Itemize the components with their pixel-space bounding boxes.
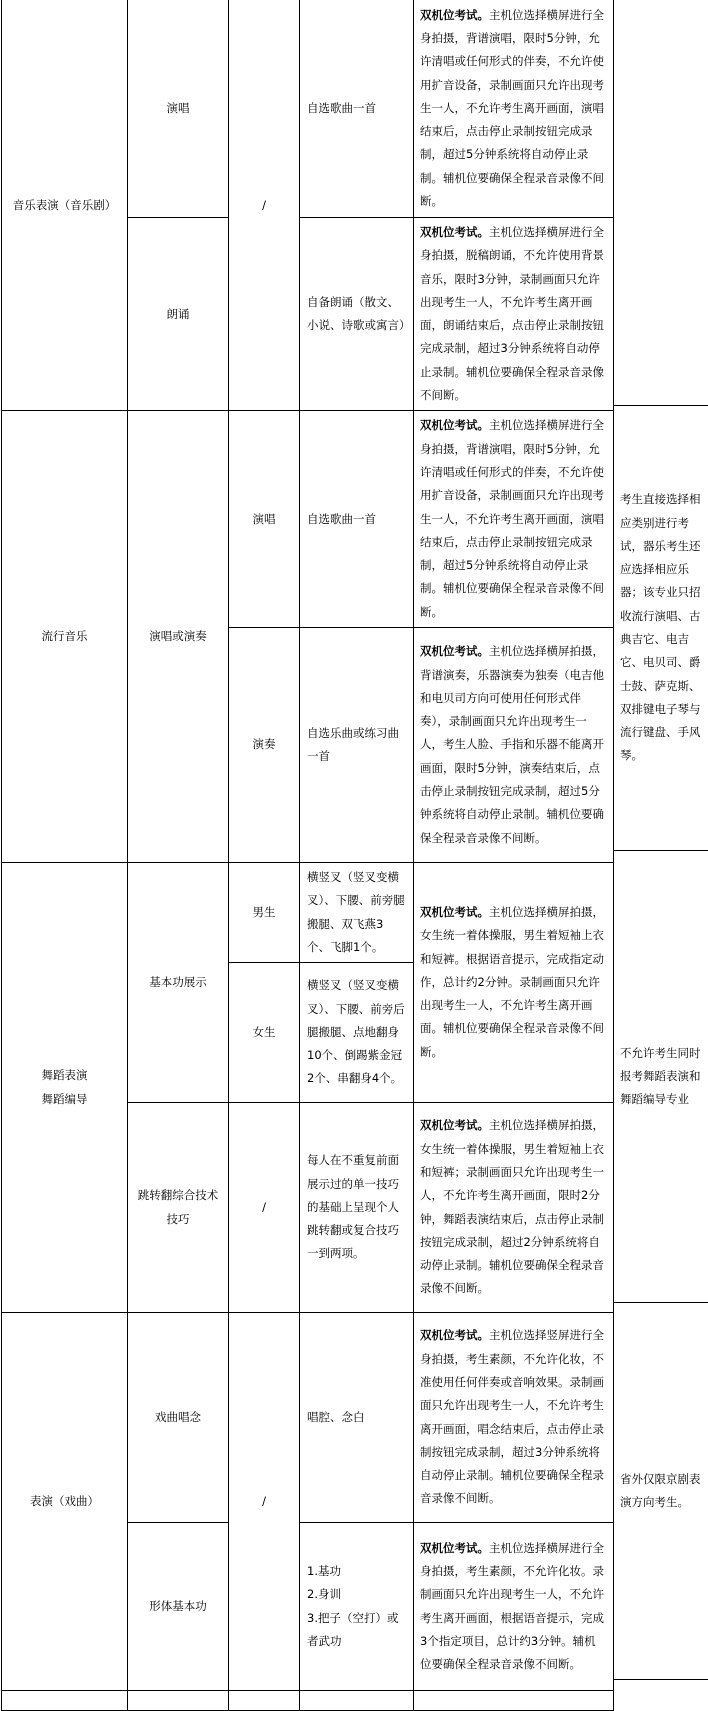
content-cell — [300, 1313, 414, 1523]
requirement-cell — [414, 411, 614, 628]
requirement-bold-prefix: 双机位考试。 — [420, 418, 489, 433]
requirement-cell — [414, 0, 614, 218]
subitem-label: 女生 — [252, 1024, 276, 1039]
requirement-cell — [414, 1313, 614, 1523]
slash-mark: / — [262, 197, 266, 212]
requirement-cell — [414, 1523, 614, 1691]
empty-cell — [2, 1691, 128, 1711]
category-label: 舞蹈表演 — [41, 1068, 88, 1083]
empty-cell — [229, 1691, 300, 1711]
content-text: 横竖叉（竖叉变横叉）、下腰、前旁后腿搬腿、点地翻身10个、倒踢紫金冠2个、串翻身4个。 — [307, 978, 405, 1086]
content-text: 自选歌曲一首 — [307, 511, 376, 526]
note-text: 不允许考生同时报考舞蹈表演和舞蹈编导专业 — [620, 1045, 701, 1107]
table-row — [2, 1691, 614, 1711]
category-label: 流行音乐 — [41, 629, 88, 644]
category-cell — [2, 0, 128, 411]
table-row — [2, 1313, 614, 1523]
content-text: 自选歌曲一首 — [307, 100, 376, 115]
content-cell — [300, 963, 414, 1103]
empty-cell — [300, 1691, 414, 1711]
slash-mark: / — [262, 1199, 266, 1214]
subitem-cell — [229, 863, 300, 963]
content-line: 2.身训 — [307, 1587, 341, 1602]
requirement-cell — [414, 863, 614, 1103]
content-line: 3.把子（空打）或者武功 — [307, 1610, 399, 1648]
subitem-cell — [229, 628, 300, 863]
requirement-text: 主机位选择横屏拍摄，女生统一着体操服，男生着短袖上衣和短裤。根据语音提示，完成指定动作，总计约2分钟。录制画面只允许出现考生一人，不允许考生离开画面。辅机位要确保全程录音录像不间断。 — [420, 905, 604, 1059]
note-text: 考生直接选择相应类别进行考试，器乐考生还应选择相应乐器；该专业只招收流行演唱、古典吉它、电吉它、电贝司、爵士鼓、萨克斯、双排键电子琴与流行键盘、手风琴。 — [620, 492, 701, 763]
content-line: 1.基功 — [307, 1563, 341, 1578]
note-cell-pop — [614, 405, 708, 851]
subitem-label: 男生 — [252, 904, 276, 919]
requirement-bold-prefix: 双机位考试。 — [420, 905, 489, 919]
content-cell — [300, 218, 414, 411]
table-row — [2, 411, 614, 628]
requirement-text: 主机位选择竖屏进行全身拍摄，考生素颜，不允许化妆，不准使用任何伴奏或音响效果。录制画面只允许出现考生一人，不允许考生离开画面，唱念结束后，点击停止录制按钮完成录制，超过3分钟系统将自动停止录制。辅机位要确保全程录音录像不间断。 — [420, 1328, 604, 1506]
item-cell — [128, 411, 229, 863]
content-text: 横竖叉（竖叉变横叉）、下腰、前旁腿搬腿、双飞燕3个、飞脚1个。 — [307, 869, 405, 954]
category-label: 舞蹈编导 — [41, 1091, 88, 1106]
note-text: 省外仅限京剧表演方向考生。 — [620, 1471, 701, 1509]
content-cell — [300, 0, 414, 218]
content-cell — [300, 863, 414, 963]
table-row — [2, 863, 614, 963]
slash-mark: / — [262, 1493, 266, 1508]
item-label: 演唱或演奏 — [149, 629, 207, 644]
requirement-bold-prefix: 双机位考试。 — [420, 644, 489, 659]
item-label: 跳转翻综合技术技巧 — [137, 1188, 219, 1226]
item-cell — [128, 863, 229, 1103]
note-cell-dance — [614, 851, 708, 1303]
requirement-cell — [414, 628, 614, 863]
content-text: 自选乐曲或练习曲一首 — [307, 725, 399, 764]
requirement-text: 主机位选择横屏拍摄，女生统一着体操服，男生着短袖上衣和短裤；录制画面只允许出现考生一人，不允许考生离开画面，限时2分钟，舞蹈表演结束后，点击停止录制按钮完成录制，超过2分钟系统将自动停止录制。辅机位要确保全程录音录像不间断。 — [420, 1118, 604, 1296]
item-cell — [128, 1313, 229, 1523]
item-cell — [128, 1523, 229, 1691]
content-cell — [300, 628, 414, 863]
requirement-cell — [414, 1103, 614, 1313]
subitem-cell — [229, 963, 300, 1103]
content-cell — [300, 1523, 414, 1691]
item-label: 基本功展示 — [149, 974, 207, 989]
item-label: 演唱 — [166, 100, 190, 115]
item-cell — [128, 0, 229, 218]
requirement-bold-prefix: 双机位考试。 — [420, 1540, 489, 1555]
subitem-cell — [229, 1313, 300, 1691]
requirement-text: 主机位选择横屏拍摄，背谱演奏，乐器演奏为独奏（电吉他和电贝司方向可使用任何形式伴奏），录制画面只允许出现考生一人，考生人脸、手指和乐器不能离开画面，限时5分钟，演奏结束后，点击停止录制按钮完成录制，超过5分钟系统将自动停止录制。辅机位要确保全程录音录像不间断。 — [420, 644, 604, 845]
requirement-bold-prefix: 双机位考试。 — [420, 7, 489, 22]
empty-cell — [128, 1691, 229, 1711]
category-label: 表演（戏曲） — [30, 1493, 99, 1508]
content-cell — [300, 411, 414, 628]
note-cell-opera — [614, 1303, 708, 1680]
item-label: 朗诵 — [166, 306, 190, 321]
category-label: 音乐表演（音乐剧） — [12, 197, 117, 212]
content-text: 唱腔、念白 — [307, 1409, 365, 1424]
empty-cell — [414, 1691, 614, 1711]
item-label: 形体基本功 — [149, 1598, 207, 1613]
requirement-text: 主机位选择横屏进行全身拍摄，考生素颜，不允许化妆。录制画面只允许出现考生一人，不允许考生离开画面，根据语音提示，完成3个指定项目，总计约3分钟。辅机位要确保全程录音录像不间断。 — [420, 1540, 604, 1672]
subitem-label: 演奏 — [252, 737, 276, 752]
requirement-text: 主机位选择横屏进行全身拍摄，背谱演唱，限时5分钟，允许清唱或任何形式的伴奏，不允许使用扩音设备，录制画面只允许出现考生一人，不允许考生离开画面，演唱结束后，点击停止录制按钮完成录制，超过5分钟系统将自动停止录制。辅机位要确保全程录音录像不间断。 — [420, 7, 604, 209]
requirement-text: 主机位选择横屏进行全身拍摄，背谱演唱，限时5分钟，允许清唱或任何形式的伴奏，不允许使用扩音设备，录制画面只允许出现考生一人，不允许考生离开画面，演唱结束后，点击停止录制按钮完成录制，超过5分钟系统将自动停止录制。辅机位要确保全程录音录像不间断。 — [420, 418, 604, 619]
requirement-bold-prefix: 双机位考试。 — [420, 1118, 489, 1133]
item-cell — [128, 218, 229, 411]
subitem-cell — [229, 411, 300, 628]
requirement-text: 主机位选择横屏进行全身拍摄，脱稿朗诵，不允许使用背景音乐，限时3分钟，录制画面只允许出现考生一人，不允许考生离开画面，朗诵结束后，点击停止录制按钮完成录制，超过3分钟系统将自动停止录制。辅机位要确保全程录音录像不间断。 — [420, 225, 604, 403]
subitem-cell — [229, 1103, 300, 1313]
content-text: 自备朗诵（散文、小说、诗歌或寓言） — [307, 294, 411, 333]
exam-requirements-table — [1, 0, 614, 1711]
requirement-bold-prefix: 双机位考试。 — [420, 1328, 489, 1343]
item-label: 戏曲唱念 — [155, 1409, 201, 1424]
category-cell — [2, 1313, 128, 1691]
requirement-cell — [414, 218, 614, 411]
category-cell — [2, 411, 128, 863]
subitem-cell — [229, 0, 300, 411]
requirement-bold-prefix: 双机位考试。 — [420, 225, 489, 239]
item-cell — [128, 1103, 229, 1313]
subitem-label: 演唱 — [252, 511, 276, 526]
content-cell — [300, 1103, 414, 1313]
content-text: 每人在不重复前面展示过的单一技巧的基础上呈现个人跳转翻或复合技巧一到两项。 — [307, 1153, 399, 1261]
table-row — [2, 0, 614, 218]
category-cell — [2, 863, 128, 1313]
